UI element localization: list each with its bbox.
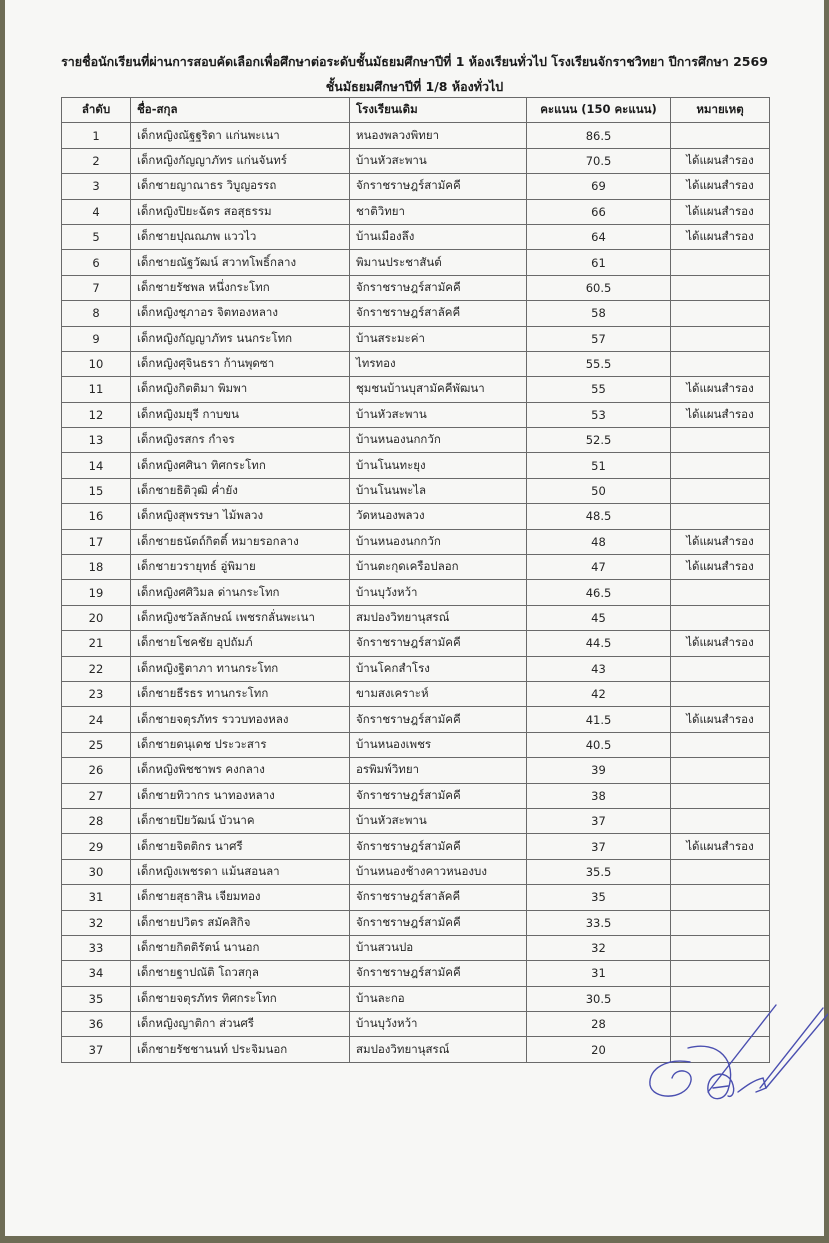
cell-no: 22 [62, 656, 131, 681]
cell-score: 38 [527, 783, 671, 808]
signature-stroke-slash-2 [760, 1008, 823, 1088]
cell-no: 14 [62, 453, 131, 478]
cell-school: สมปองวิทยานุสรณ์ [350, 1037, 527, 1062]
cell-remark [671, 428, 770, 453]
table-header-row [62, 98, 770, 123]
cell-school: จักราชราษฎร์สามัคคี [350, 707, 527, 732]
header-school: โรงเรียนเดิม [350, 98, 527, 123]
header-remark: หมายเหตุ [671, 98, 770, 123]
table-row [62, 453, 770, 478]
cell-score: 30.5 [527, 986, 671, 1011]
cell-score: 40.5 [527, 732, 671, 757]
cell-name: เด็กหญิงมยุรี กาบขน [131, 402, 350, 427]
cell-score: 45 [527, 605, 671, 630]
cell-remark [671, 351, 770, 376]
cell-name: เด็กชายวรายุทธ์ อู่พิมาย [131, 555, 350, 580]
cell-no: 12 [62, 402, 131, 427]
header-name: ชื่อ-สกุล [131, 98, 350, 123]
table-row [62, 301, 770, 326]
signature-stroke-loop [650, 1061, 691, 1096]
cell-remark [671, 605, 770, 630]
cell-name: เด็กชายสุธาสิน เจียมทอง [131, 885, 350, 910]
cell-school: จักราชราษฎร์สามัคคี [350, 631, 527, 656]
cell-score: 35.5 [527, 859, 671, 884]
cell-no: 15 [62, 478, 131, 503]
cell-score: 66 [527, 199, 671, 224]
cell-no: 1 [62, 123, 131, 148]
table-row [62, 377, 770, 402]
cell-score: 43 [527, 656, 671, 681]
cell-no: 2 [62, 148, 131, 173]
cell-school: บ้านละกอ [350, 986, 527, 1011]
student-roster-table [61, 97, 770, 1063]
cell-school: บ้านหนองนกกวัก [350, 529, 527, 554]
table-row [62, 605, 770, 630]
cell-score: 86.5 [527, 123, 671, 148]
cell-remark: ได้แผนสำรอง [671, 377, 770, 402]
cell-no: 16 [62, 504, 131, 529]
cell-score: 64 [527, 224, 671, 249]
cell-remark: ได้แผนสำรอง [671, 174, 770, 199]
cell-school: บ้านหัวสะพาน [350, 402, 527, 427]
cell-remark [671, 935, 770, 960]
cell-remark [671, 732, 770, 757]
cell-score: 55.5 [527, 351, 671, 376]
table-row [62, 834, 770, 859]
cell-score: 35 [527, 885, 671, 910]
cell-school: จักราชราษฎร์สามัคคี [350, 834, 527, 859]
cell-remark [671, 326, 770, 351]
cell-name: เด็กชายธนัตถ์กิตติ์ หมายรอกลาง [131, 529, 350, 554]
table-row [62, 174, 770, 199]
cell-score: 48.5 [527, 504, 671, 529]
cell-school: บ้านสวนปอ [350, 935, 527, 960]
cell-no: 27 [62, 783, 131, 808]
cell-no: 18 [62, 555, 131, 580]
table-row [62, 250, 770, 275]
table-row [62, 580, 770, 605]
table-row [62, 707, 770, 732]
cell-school: จักราชราษฎร์สามัคคี [350, 275, 527, 300]
cell-school: จักราชราษฎร์สาลัคคี [350, 885, 527, 910]
cell-school: บ้านหนองช้างคาวหนองบง [350, 859, 527, 884]
cell-school: วัดหนองพลวง [350, 504, 527, 529]
cell-no: 3 [62, 174, 131, 199]
cell-name: เด็กหญิงกิตติมา พิมพา [131, 377, 350, 402]
header-score: คะแนน (150 คะแนน) [527, 98, 671, 123]
cell-school: บ้านหนองเพชร [350, 732, 527, 757]
cell-score: 37 [527, 834, 671, 859]
signature-stroke-middle [688, 1046, 734, 1098]
cell-no: 36 [62, 1012, 131, 1037]
cell-school: จักราชราษฎร์สามัคคี [350, 910, 527, 935]
cell-score: 60.5 [527, 275, 671, 300]
cell-remark [671, 453, 770, 478]
cell-school: บ้านหัวสะพาน [350, 808, 527, 833]
cell-no: 13 [62, 428, 131, 453]
header-no: ลำดับ [62, 98, 131, 123]
cell-name: เด็กหญิงศศินา ทิศกระโทก [131, 453, 350, 478]
cell-name: เด็กหญิงสุพรรษา ไม้พลวง [131, 504, 350, 529]
table-row [62, 935, 770, 960]
cell-remark [671, 859, 770, 884]
table-row [62, 428, 770, 453]
cell-no: 10 [62, 351, 131, 376]
cell-remark: ได้แผนสำรอง [671, 631, 770, 656]
signature [628, 1000, 828, 1110]
cell-remark: ได้แผนสำรอง [671, 529, 770, 554]
table-row [62, 808, 770, 833]
cell-score: 44.5 [527, 631, 671, 656]
table-row [62, 326, 770, 351]
cell-no: 9 [62, 326, 131, 351]
cell-remark [671, 123, 770, 148]
cell-remark: ได้แผนสำรอง [671, 224, 770, 249]
cell-score: 39 [527, 758, 671, 783]
cell-school: บ้านตะกุดเครือปลอก [350, 555, 527, 580]
table-row [62, 275, 770, 300]
cell-remark: ได้แผนสำรอง [671, 148, 770, 173]
cell-school: บ้านโคกสำโรง [350, 656, 527, 681]
cell-name: เด็กชายกิตติรัตน์ นานอก [131, 935, 350, 960]
signature-stroke-cross [713, 1086, 728, 1088]
cell-no: 20 [62, 605, 131, 630]
table-row [62, 199, 770, 224]
cell-no: 8 [62, 301, 131, 326]
cell-score: 20 [527, 1037, 671, 1062]
cell-no: 26 [62, 758, 131, 783]
cell-score: 61 [527, 250, 671, 275]
cell-school: บ้านบุวังหว้า [350, 580, 527, 605]
cell-name: เด็กชายรัชพล หนึ่งกระโทก [131, 275, 350, 300]
cell-name: เด็กชายโชคชัย อุปถัมภ์ [131, 631, 350, 656]
cell-name: เด็กหญิงปิยะฉัตร สอสุธรรม [131, 199, 350, 224]
cell-remark [671, 961, 770, 986]
cell-name: เด็กหญิงศศิวิมล ด่านกระโทก [131, 580, 350, 605]
cell-no: 35 [62, 986, 131, 1011]
cell-name: เด็กหญิงชุภาอร จิตทองหลาง [131, 301, 350, 326]
cell-name: เด็กชายปุณณภพ แววไว [131, 224, 350, 249]
cell-remark [671, 783, 770, 808]
cell-name: เด็กหญิงญาติกา ส่วนศรี [131, 1012, 350, 1037]
cell-no: 29 [62, 834, 131, 859]
table-row [62, 885, 770, 910]
cell-name: เด็กชายจิตติกร นาศรี [131, 834, 350, 859]
cell-school: บ้านหัวสะพาน [350, 148, 527, 173]
table-body [62, 123, 770, 1062]
cell-score: 37 [527, 808, 671, 833]
table-row [62, 681, 770, 706]
table-row [62, 910, 770, 935]
cell-no: 23 [62, 681, 131, 706]
cell-school: บ้านเมืองลึง [350, 224, 527, 249]
cell-remark [671, 910, 770, 935]
cell-school: บ้านบุวังหว้า [350, 1012, 527, 1037]
cell-remark [671, 656, 770, 681]
cell-score: 50 [527, 478, 671, 503]
document-title: รายชื่อนักเรียนที่ผ่านการสอบคัดเลือกเพื่อศึกษาต่อระดับชั้นมัธยมศึกษาปีที่ 1 ห้องเรียนทั่วไป โรงเรียนจักราชวิทยา ปีการศึกษา 2569 [61, 54, 768, 69]
cell-name: เด็กชายดนุเดช ประวะสาร [131, 732, 350, 757]
cell-school: จักราชราษฎร์สามัคคี [350, 174, 527, 199]
cell-school: บ้านหนองนกกวัก [350, 428, 527, 453]
cell-name: เด็กชายจตุรภัทร รววบทองหลง [131, 707, 350, 732]
cell-remark: ได้แผนสำรอง [671, 555, 770, 580]
cell-remark [671, 250, 770, 275]
cell-score: 51 [527, 453, 671, 478]
cell-no: 25 [62, 732, 131, 757]
table-row [62, 859, 770, 884]
cell-no: 28 [62, 808, 131, 833]
cell-name: เด็กชายญาณาธร วิบูญอรรถ [131, 174, 350, 199]
cell-name: เด็กชายธีรธร ทานกระโทก [131, 681, 350, 706]
table-row [62, 758, 770, 783]
cell-name: เด็กหญิงเพชรดา แม้นสอนลา [131, 859, 350, 884]
cell-score: 70.5 [527, 148, 671, 173]
cell-no: 5 [62, 224, 131, 249]
cell-school: สมปองวิทยานุสรณ์ [350, 605, 527, 630]
table-row [62, 783, 770, 808]
cell-remark: ได้แผนสำรอง [671, 834, 770, 859]
cell-score: 47 [527, 555, 671, 580]
cell-score: 28 [527, 1012, 671, 1037]
cell-remark [671, 758, 770, 783]
cell-name: เด็กชายจตุรภัทร ทิศกระโทก [131, 986, 350, 1011]
cell-remark [671, 580, 770, 605]
cell-score: 33.5 [527, 910, 671, 935]
cell-remark [671, 681, 770, 706]
cell-no: 6 [62, 250, 131, 275]
cell-name: เด็กชายธิติวุฒิ ค่ำยัง [131, 478, 350, 503]
cell-school: หนองพลวงพิทยา [350, 123, 527, 148]
cell-no: 34 [62, 961, 131, 986]
cell-score: 52.5 [527, 428, 671, 453]
cell-score: 42 [527, 681, 671, 706]
cell-remark [671, 478, 770, 503]
cell-no: 7 [62, 275, 131, 300]
cell-no: 21 [62, 631, 131, 656]
table-row [62, 351, 770, 376]
cell-name: เด็กชายปวิตร สมัคสิกิจ [131, 910, 350, 935]
cell-score: 46.5 [527, 580, 671, 605]
cell-score: 48 [527, 529, 671, 554]
cell-name: เด็กชายทิวากร นาทองหลาง [131, 783, 350, 808]
cell-no: 24 [62, 707, 131, 732]
cell-no: 32 [62, 910, 131, 935]
cell-remark: ได้แผนสำรอง [671, 707, 770, 732]
cell-remark [671, 885, 770, 910]
cell-name: เด็กชายณัฐวัฒน์ สวาทโพธิ์กลาง [131, 250, 350, 275]
cell-school: ขามสงเคราะห์ [350, 681, 527, 706]
cell-remark [671, 808, 770, 833]
cell-name: เด็กหญิงชวัลลักษณ์ เพชรกลั่นพะเนา [131, 605, 350, 630]
cell-no: 4 [62, 199, 131, 224]
table-row [62, 555, 770, 580]
table-row [62, 961, 770, 986]
cell-school: บ้านสระมะค่า [350, 326, 527, 351]
document-subtitle: ชั้นมัธยมศึกษาปีที่ 1/8 ห้องทั่วไป [325, 79, 504, 94]
cell-school: บ้านโนนพะไล [350, 478, 527, 503]
cell-school: จักราชราษฎร์สามัคคี [350, 783, 527, 808]
cell-school: ชาติวิทยา [350, 199, 527, 224]
cell-score: 31 [527, 961, 671, 986]
cell-school: ไทรทอง [350, 351, 527, 376]
cell-remark [671, 275, 770, 300]
cell-score: 58 [527, 301, 671, 326]
signature-stroke-slash-1 [708, 1005, 776, 1092]
cell-name: เด็กชายรัชชานนท์ ประจิมนอก [131, 1037, 350, 1062]
table-row [62, 631, 770, 656]
cell-name: เด็กชายฐาปณัติ โถวสกุล [131, 961, 350, 986]
cell-school: อรพิมพ์วิทยา [350, 758, 527, 783]
cell-score: 57 [527, 326, 671, 351]
cell-school: ชุมชนบ้านบุสามัคคีพัฒนา [350, 377, 527, 402]
cell-score: 69 [527, 174, 671, 199]
cell-no: 19 [62, 580, 131, 605]
table-row [62, 656, 770, 681]
signature-stroke-slash-3 [766, 1014, 828, 1088]
cell-name: เด็กหญิงกัญญาภัทร แก่นจันทร์ [131, 148, 350, 173]
cell-school: จักราชราษฎร์สามัคคี [350, 961, 527, 986]
cell-school: จักราชราษฎร์สาลัคคี [350, 301, 527, 326]
table-row [62, 123, 770, 148]
table-row [62, 529, 770, 554]
cell-school: บ้านโนนทะยุง [350, 453, 527, 478]
cell-name: เด็กหญิงกัญญาภัทร นนกระโทก [131, 326, 350, 351]
table-row [62, 478, 770, 503]
cell-no: 31 [62, 885, 131, 910]
cell-name: เด็กหญิงพิชชาพร คงกลาง [131, 758, 350, 783]
cell-name: เด็กชายปิยวัฒน์ บัวนาค [131, 808, 350, 833]
cell-score: 53 [527, 402, 671, 427]
table-row [62, 224, 770, 249]
cell-remark: ได้แผนสำรอง [671, 199, 770, 224]
cell-remark [671, 504, 770, 529]
cell-no: 30 [62, 859, 131, 884]
cell-no: 17 [62, 529, 131, 554]
cell-school: พิมานประชาสันต์ [350, 250, 527, 275]
table-row [62, 148, 770, 173]
cell-remark [671, 301, 770, 326]
table-row [62, 402, 770, 427]
cell-name: เด็กหญิงศุจินธรา ก้านพุดซา [131, 351, 350, 376]
cell-no: 37 [62, 1037, 131, 1062]
cell-no: 11 [62, 377, 131, 402]
table-row [62, 732, 770, 757]
cell-name: เด็กหญิงณัฐฐริดา แก่นพะเนา [131, 123, 350, 148]
cell-remark: ได้แผนสำรอง [671, 402, 770, 427]
cell-name: เด็กหญิงรสกร กำจร [131, 428, 350, 453]
cell-score: 41.5 [527, 707, 671, 732]
cell-score: 55 [527, 377, 671, 402]
table-row [62, 504, 770, 529]
cell-name: เด็กหญิงฐิตาภา ทานกระโทก [131, 656, 350, 681]
cell-no: 33 [62, 935, 131, 960]
cell-score: 32 [527, 935, 671, 960]
